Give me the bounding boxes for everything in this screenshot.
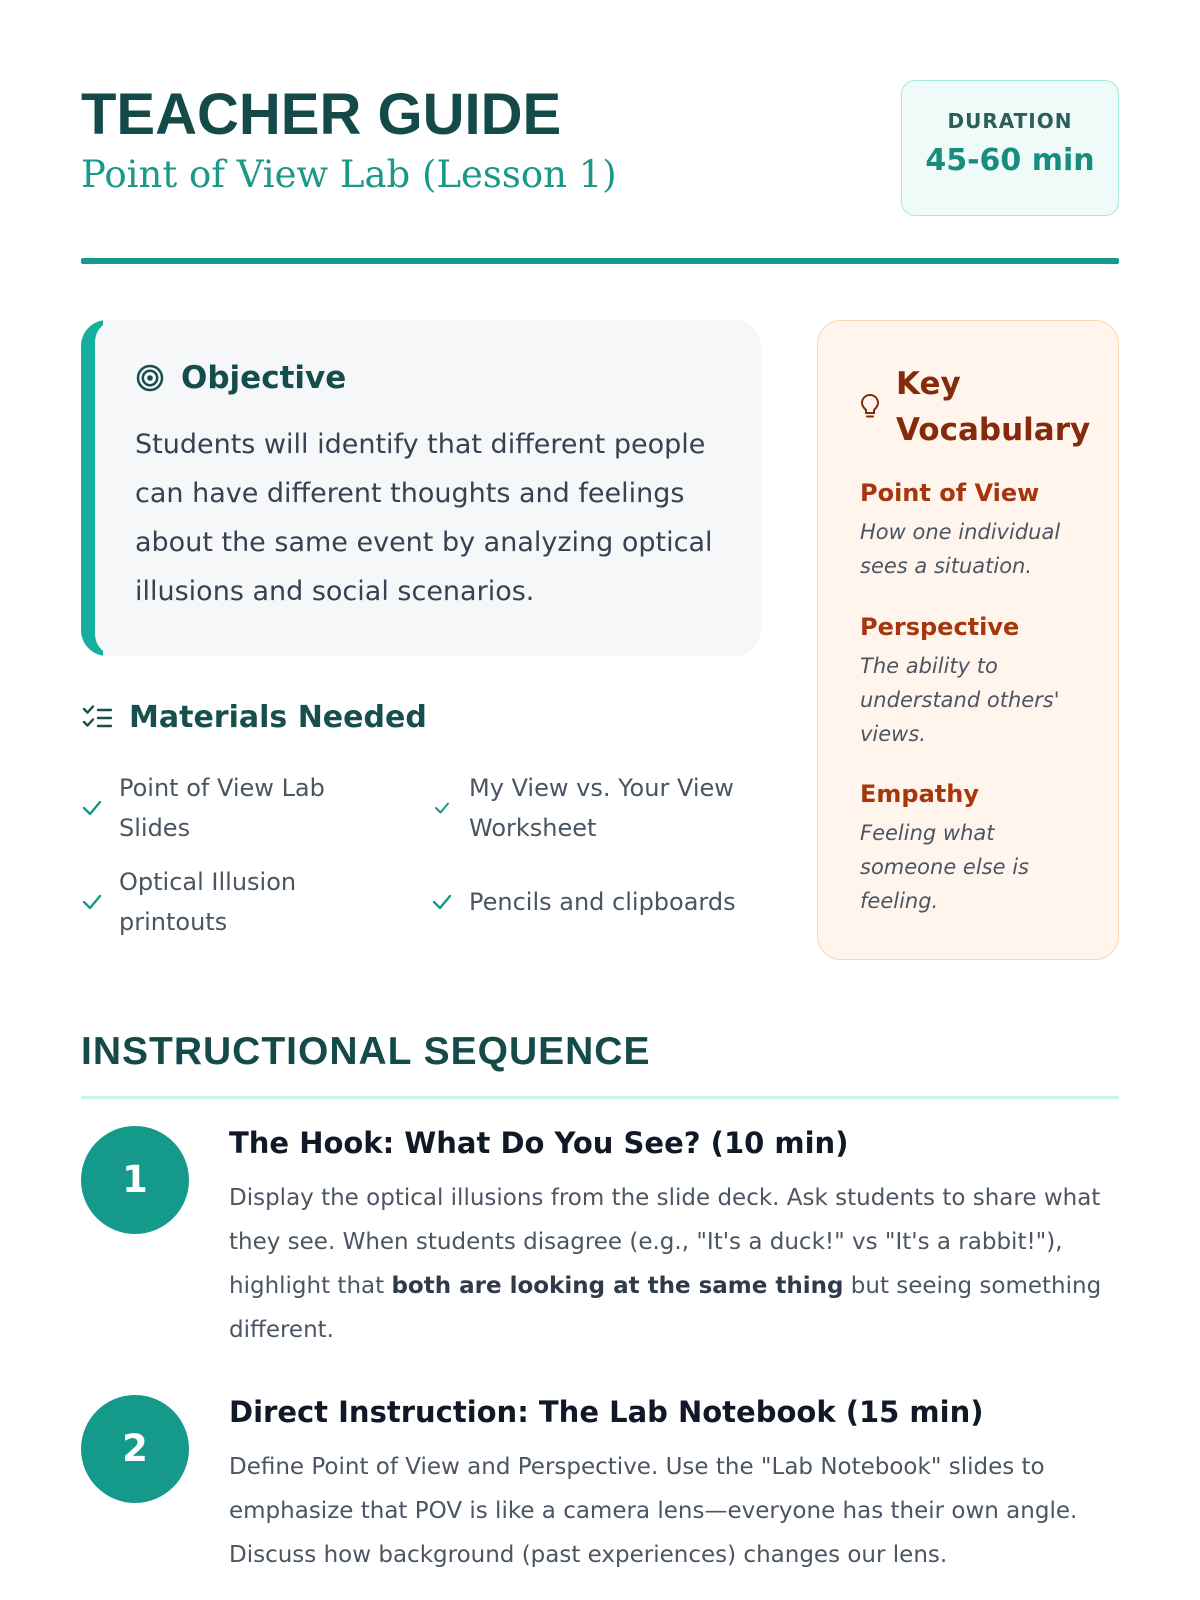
duration-label: DURATION [947, 109, 1073, 133]
target-icon [135, 363, 165, 393]
materials-header [81, 700, 427, 735]
material-label: My View vs. Your View Worksheet [469, 774, 734, 842]
page-header [81, 80, 1119, 220]
objective-title: Objective [181, 360, 347, 396]
check-icon [431, 797, 453, 819]
document-title: TEACHER GUIDE [81, 82, 562, 147]
check-icon [431, 891, 453, 913]
vocabulary-header [858, 361, 1091, 453]
material-item [81, 862, 361, 942]
checklist-icon [81, 703, 113, 733]
check-icon [81, 797, 103, 819]
material-item [431, 768, 751, 848]
step-description: Define Point of View and Perspective. Use the "Lab Notebook" slides to emphasize that POV is like a camera lens—everyone has their own angle. Discuss how background (past experiences) changes our lens. [229, 1454, 1078, 1568]
objective-text: Students will identify that different people can have different thoughts and feelings about the same event by analyzing optical illusions and social scenarios. [135, 429, 713, 607]
objective-header [135, 360, 346, 396]
material-label: Point of View Lab Slides [119, 774, 325, 842]
sequence-title: INSTRUCTIONAL SEQUENCE [81, 1030, 651, 1073]
step-number-badge: 1 [81, 1126, 189, 1234]
vocabulary-definition: The ability to understand others' views. [860, 654, 1060, 746]
vocabulary-title: Key Vocabulary [896, 366, 1091, 448]
step-description: Display the optical illusions from the slide deck. Ask students to share what they see. When students disagree (e.g., "It's a duck!" vs "It's a rabbit!"), highlight that both are looking at the same thing but seeing something different. [229, 1185, 1102, 1343]
step-title: The Hook: What Do You See? (10 min) [229, 1126, 849, 1160]
vocabulary-term: Perspective [860, 613, 1020, 641]
vocabulary-card [817, 320, 1119, 960]
duration-value: 45-60 min [925, 143, 1095, 178]
materials-title: Materials Needed [129, 700, 427, 735]
duration-card [901, 80, 1119, 216]
vocabulary-definition: How one individual sees a situation. [860, 520, 1061, 578]
step-number-badge: 2 [81, 1395, 189, 1503]
objective-card [81, 320, 761, 656]
check-icon [81, 891, 103, 913]
lesson-subtitle: Point of View Lab (Lesson 1) [81, 153, 617, 196]
step-emphasis: both are looking at the same thing [391, 1273, 844, 1299]
vocabulary-term: Empathy [860, 780, 979, 808]
material-label: Pencils and clipboards [469, 888, 736, 916]
material-label: Optical Illusion printouts [119, 868, 297, 936]
vocabulary-definition: Feeling what someone else is feeling. [860, 821, 1029, 913]
header-divider [81, 258, 1119, 264]
step-title: Direct Instruction: The Lab Notebook (15 min) [229, 1395, 984, 1429]
vocabulary-term: Point of View [860, 479, 1040, 507]
material-item [81, 768, 361, 848]
sequence-divider [81, 1096, 1119, 1099]
lightbulb-icon [858, 392, 882, 422]
material-item [431, 882, 761, 922]
